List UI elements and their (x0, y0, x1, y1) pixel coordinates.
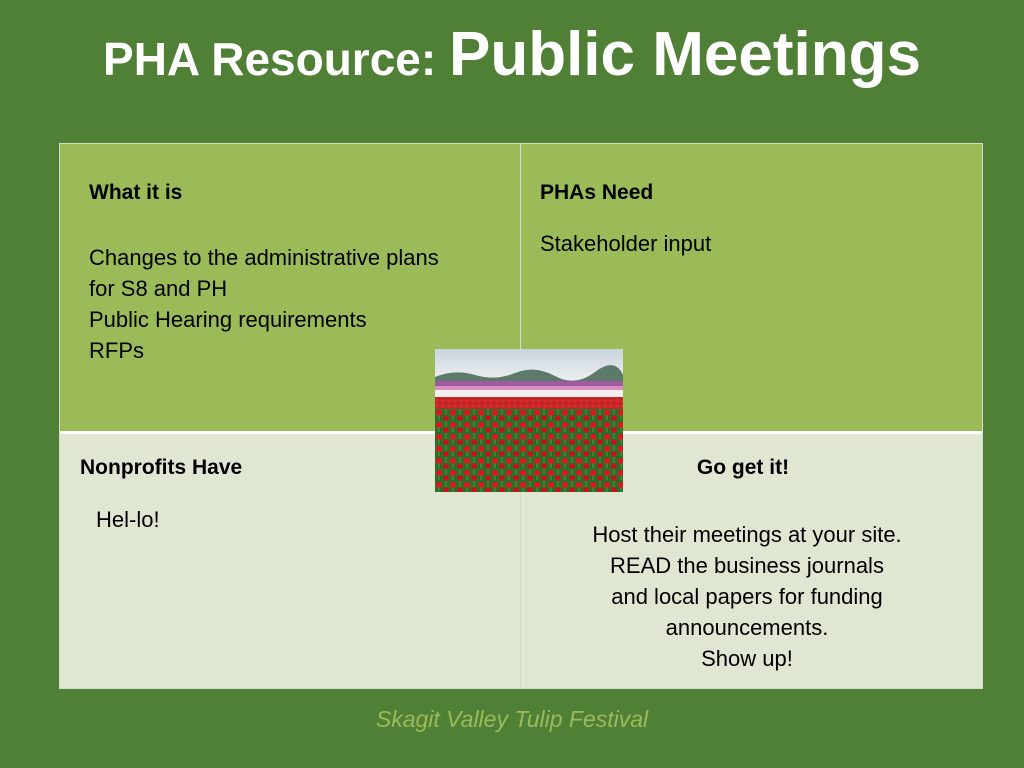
cell-body (89, 242, 439, 366)
body-line: for S8 and PH (89, 276, 228, 301)
cell-body (540, 228, 711, 259)
body-line: Host their meetings at your site. (592, 522, 902, 547)
cell-heading: What it is (89, 181, 183, 204)
body-line: RFPs (89, 338, 144, 363)
body-line: Show up! (701, 646, 793, 671)
body-line: Public Hearing requirements (89, 307, 367, 332)
body-line: and local papers for funding (611, 584, 883, 609)
title-topic: Public Meetings (448, 20, 921, 89)
cell-body (521, 519, 973, 674)
footer-caption: Skagit Valley Tulip Festival (375, 706, 649, 732)
cell-heading: PHAs Need (540, 181, 654, 204)
cell-body (96, 504, 160, 535)
body-line: Changes to the administrative plans (89, 245, 439, 270)
body-line: Hel-lo! (96, 507, 160, 532)
slide-title (0, 18, 1024, 92)
cell-heading: Nonprofits Have (80, 456, 243, 479)
cell-heading: Go get it! (696, 456, 790, 479)
body-line: announcements. (665, 615, 829, 640)
body-line: Stakeholder input (540, 231, 712, 256)
tulip-field-image (435, 349, 623, 492)
title-prefix: PHA Resource: (103, 33, 449, 85)
body-line: READ the business journals (610, 553, 884, 578)
